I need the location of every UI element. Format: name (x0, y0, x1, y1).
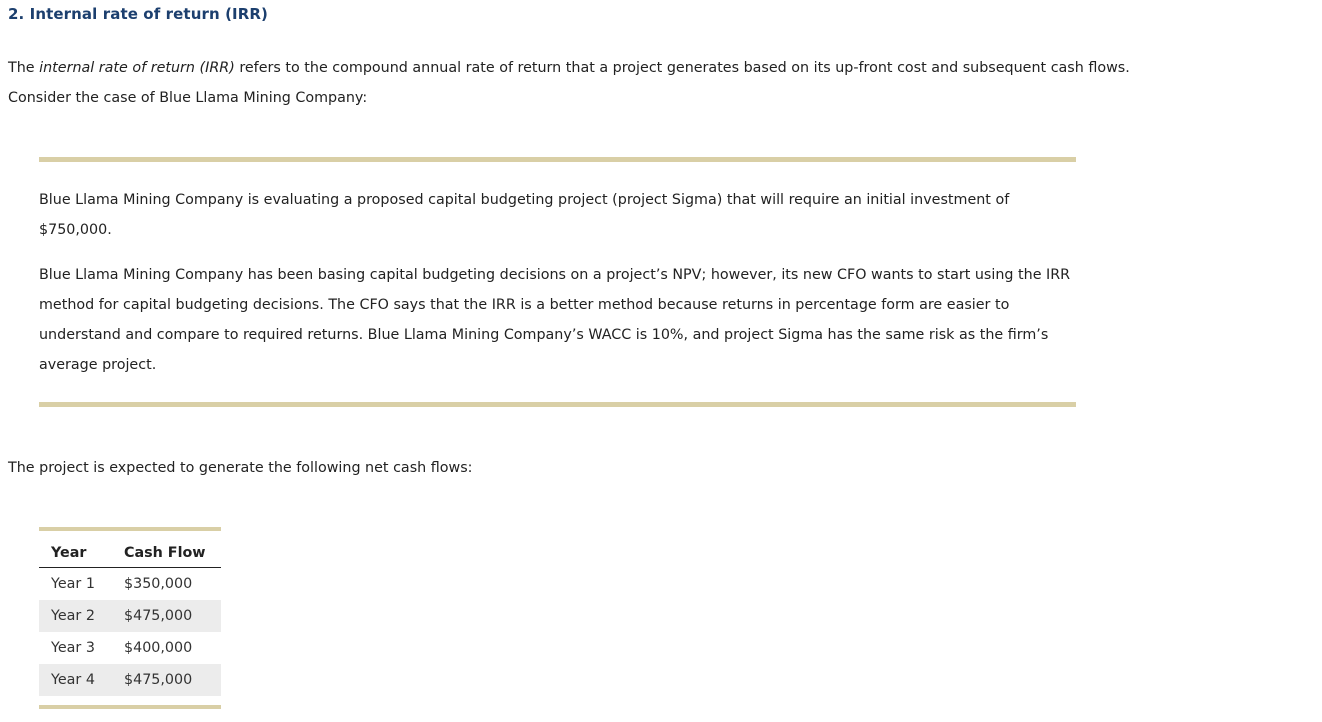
table-bottom-rule (39, 705, 221, 709)
year-cell: Year 1 (51, 576, 95, 592)
case-bottom-rule (39, 402, 1076, 407)
case-paragraph-cfo: Blue Llama Mining Company has been basing capital budgeting decisions on a project’s NPV; however, its new CFO wants to start using the IRR method for capital budgeting decisions. The CFO says that the IRR is a better method because returns in percentage form are easier to understand and compare to required returns. Blue Llama Mining Company’s WACC is 10%, and project Sigma has the same risk as the firm’s average project. (39, 267, 1071, 373)
intro-text-start: The (8, 60, 40, 76)
header-cash-flow: Cash Flow (112, 544, 221, 568)
irr-term: internal rate of return (IRR) (39, 60, 235, 76)
table-row (39, 632, 221, 664)
cash-flow-cell: $475,000 (112, 664, 221, 696)
intro-text-end: refers to the compound annual rate of return that a project generates based on its up-front cost and subsequent cash flows. Consider the case of Blue Llama Mining Company: (8, 60, 1130, 106)
cash-flow-table-container (39, 527, 221, 709)
table-row (39, 600, 221, 632)
table-row (39, 664, 221, 696)
table-header-row (39, 544, 221, 568)
header-year: Year (39, 544, 112, 568)
year-cell: Year 2 (39, 600, 112, 632)
table-top-rule (39, 527, 221, 531)
case-paragraph-investment: Blue Llama Mining Company is evaluating a proposed capital budgeting project (project Sigma) that will require an initial investment of $750,000. (39, 192, 1010, 238)
table-row (39, 568, 221, 601)
case-top-rule (39, 157, 1076, 162)
cash-flow-table (39, 544, 221, 696)
cash-flow-cell: $475,000 (112, 600, 221, 632)
section-heading: 2. Internal rate of return (IRR) (8, 5, 268, 23)
intro-paragraph (8, 53, 1178, 113)
year-cell: Year 4 (39, 664, 112, 696)
year-cell: Year 3 (51, 640, 95, 656)
cash-flow-cell: $350,000 (124, 576, 193, 592)
case-scenario-box (39, 157, 1076, 407)
cash-flow-cell: $400,000 (124, 640, 193, 656)
cashflow-intro-text: The project is expected to generate the following net cash flows: (8, 460, 473, 476)
